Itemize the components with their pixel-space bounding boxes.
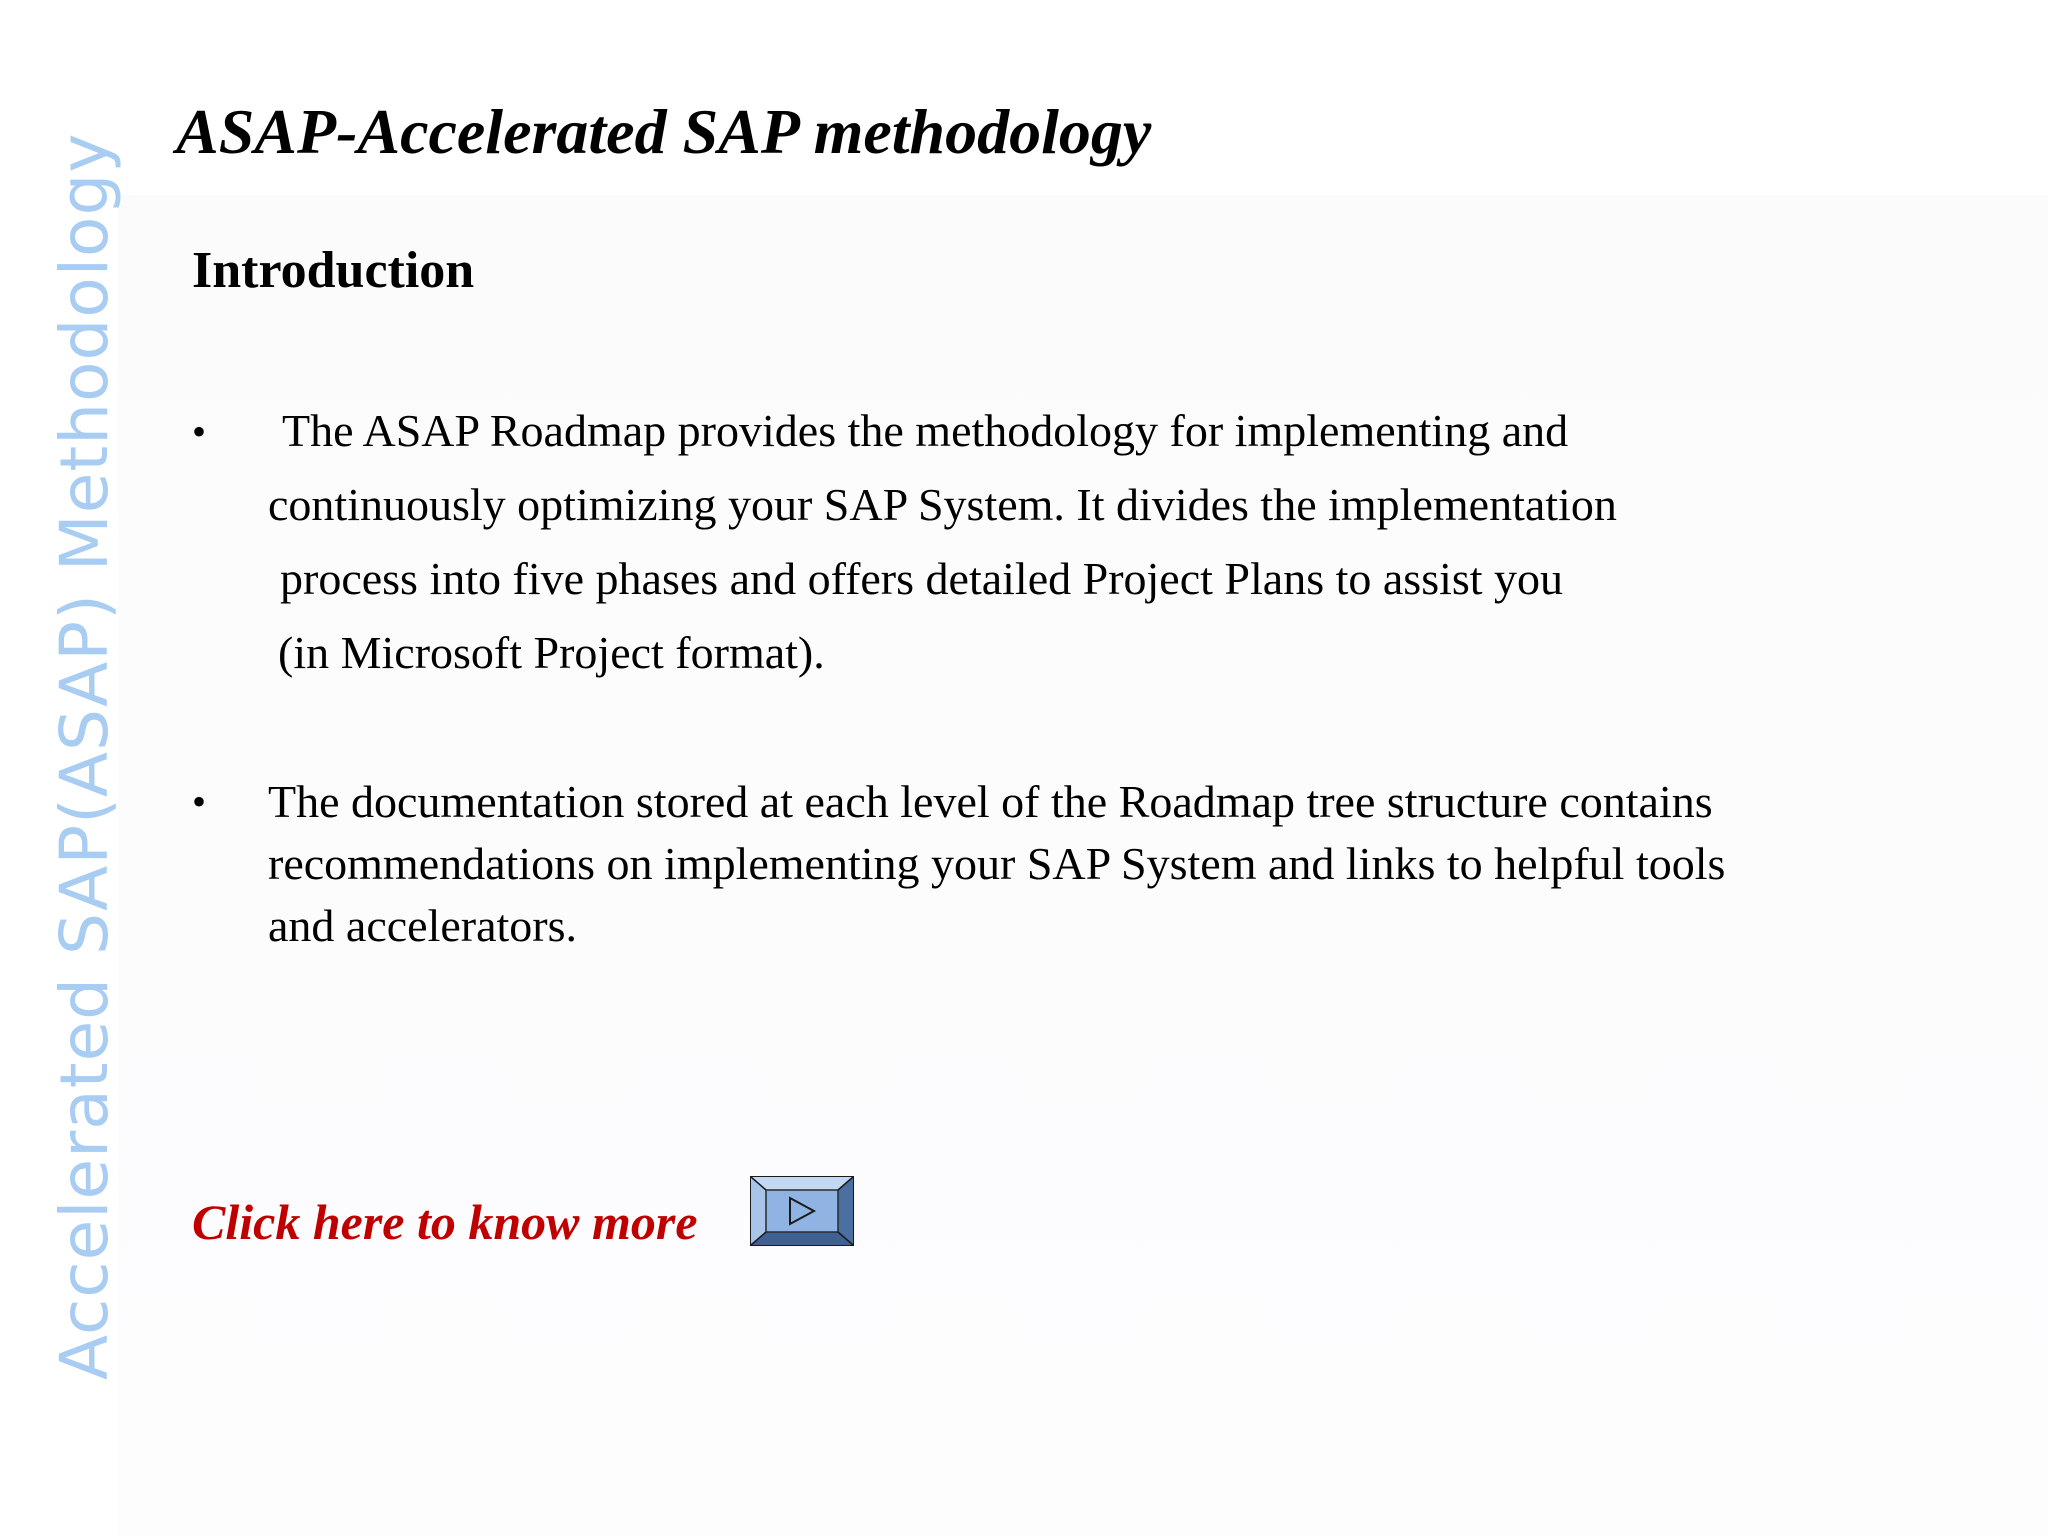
slide-title: ASAP-Accelerated SAP methodology [176,96,1152,167]
bullet-1-line-3: process into five phases and offers detailed Project Plans to assist you [280,553,1564,604]
bullet-marker: • [192,779,207,824]
play-triangle-icon [750,1176,854,1246]
side-label: Accelerated SAP(ASAP) Methodology [46,132,123,1380]
bullet-2-line-2: recommendations on implementing your SAP System and links to helpful tools [268,838,1726,889]
play-button[interactable] [750,1176,854,1246]
section-heading: Introduction [192,242,475,299]
bullet-2-line-3: and accelerators. [268,900,578,951]
bullet-1-line-4: (in Microsoft Project format). [278,627,825,678]
bullet-2-line-1: The documentation stored at each level of the Roadmap tree structure contains [268,776,1713,827]
bullet-1-line-2: continuously optimizing your SAP System. It divides the implementation [268,479,1617,530]
bullet-1-line-1: The ASAP Roadmap provides the methodology for implementing and [282,405,1569,456]
know-more-link[interactable]: Click here to know more [192,1194,698,1250]
bullet-marker: • [192,409,207,454]
